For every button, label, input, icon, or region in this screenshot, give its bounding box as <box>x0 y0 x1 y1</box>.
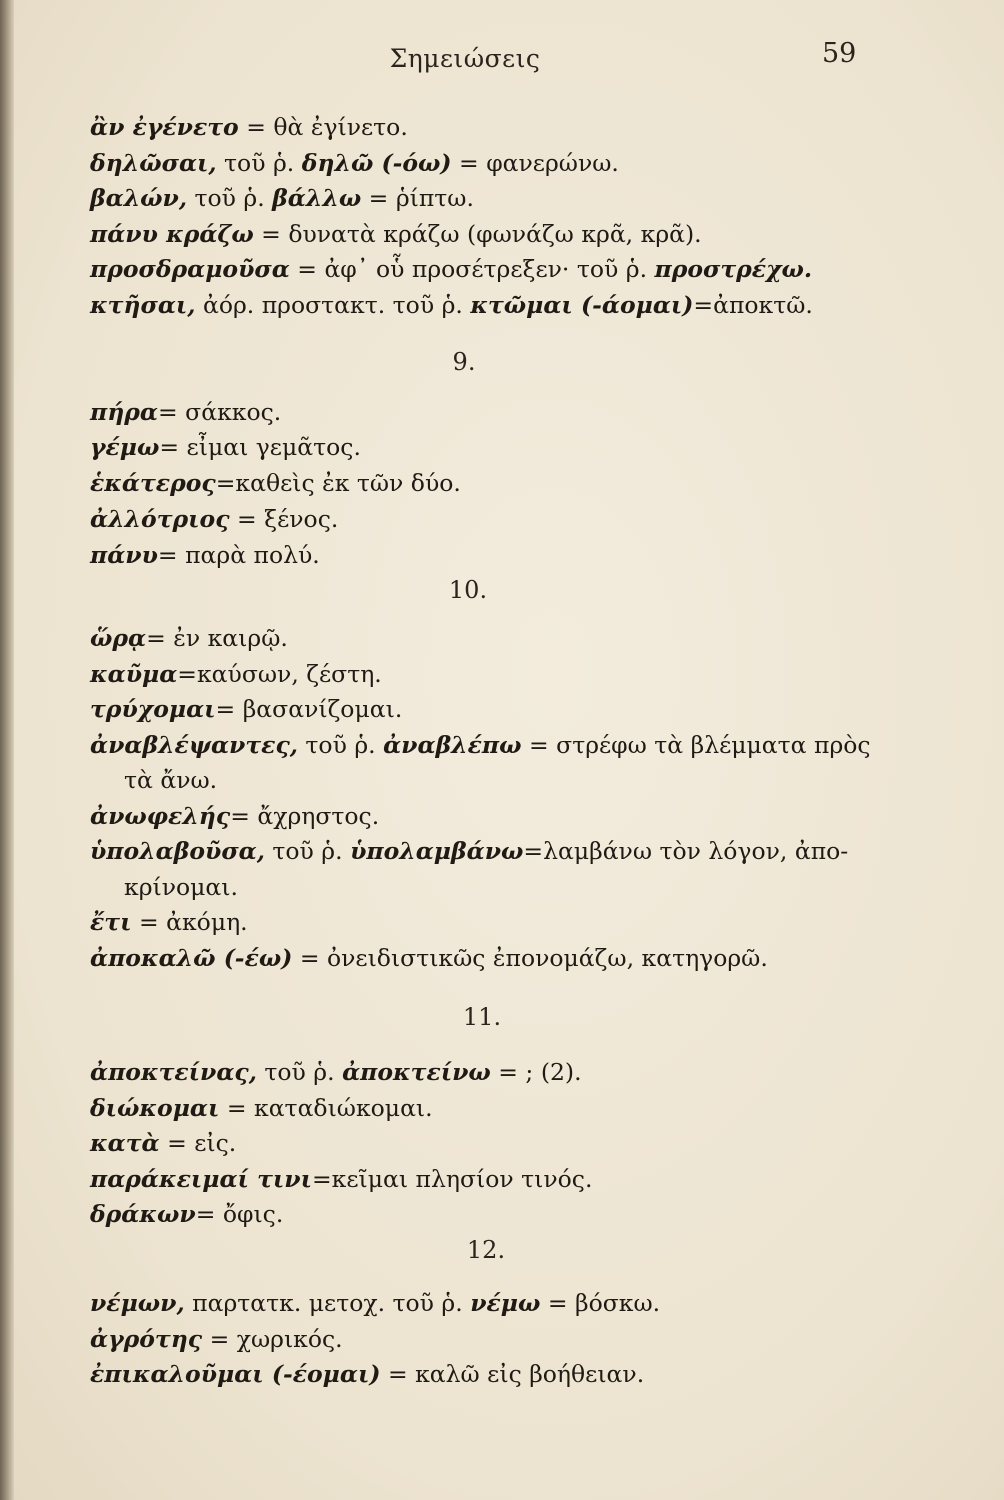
note-line: ἑκάτερος=καθεὶς ἐκ τῶν δύο. <box>90 469 461 497</box>
note-line: καῦμα=καύσων, ζέστη. <box>90 660 382 688</box>
section-number: 12. <box>466 1236 506 1264</box>
running-title: Σημειώσεις <box>389 44 541 73</box>
note-line: κτῆσαι, ἀόρ. προστακτ. τοῦ ῥ. κτῶμαι (-άομαι)=ἀποκτῶ. <box>90 291 813 319</box>
note-line: ἀναβλέψαντες, τοῦ ῥ. ἀναβλέπω = στρέφω τὰ βλέμματα πρὸς <box>90 731 871 759</box>
note-line: ἀποκτείνας, τοῦ ῥ. ἀποκτείνω = ; (2). <box>90 1058 582 1086</box>
note-line: βαλών, τοῦ ῥ. βάλλω = ῥίπτω. <box>90 184 474 212</box>
page-number: 59 <box>822 38 857 69</box>
note-line: πάνυ κράζω = δυνατὰ κράζω (φωνάζω κρᾶ, κρᾶ). <box>90 220 702 248</box>
note-line: νέμων, παρτατκ. μετοχ. τοῦ ῥ. νέμω = βόσκω. <box>90 1289 661 1317</box>
note-line: πήρα= σάκκος. <box>90 398 282 426</box>
note-line: παράκειμαί τινι=κεῖμαι πλησίον τινός. <box>90 1165 593 1193</box>
note-line: γέμω= εἶμαι γεμᾶτος. <box>90 433 361 461</box>
note-line: ὑπολαβοῦσα, τοῦ ῥ. ὑπολαμβάνω=λαμβάνω τὸν λόγον, ἀπο- <box>90 837 849 865</box>
note-line: προσδραμοῦσα = ἀφ᾽ οὗ προσέτρεξεν· τοῦ ῥ. προστρέχω. <box>90 255 813 283</box>
note-line: τρύχομαι= βασανίζομαι. <box>90 695 403 723</box>
note-line: δηλῶσαι, τοῦ ῥ. δηλῶ (-όω) = φανερώνω. <box>90 149 619 177</box>
section-number: 10. <box>448 576 488 604</box>
note-line: ἀποκαλῶ (-έω) = ὀνειδιστικῶς ἐπονομάζω, κατηγορῶ. <box>90 944 768 972</box>
note-line: ἀγρότης = χωρικός. <box>90 1325 343 1353</box>
note-line: ἀνωφελής= ἄχρηστος. <box>90 802 380 830</box>
page-binding-edge <box>0 0 14 1500</box>
section-number: 9. <box>452 348 476 376</box>
note-line-continuation: κρίνομαι. <box>124 873 238 901</box>
note-line: ἔτι = ἀκόμη. <box>90 908 248 936</box>
note-line: ἂν ἐγένετο = θὰ ἐγίνετο. <box>90 113 408 141</box>
note-line: πάνυ= παρὰ πολύ. <box>90 541 320 569</box>
note-line: διώκομαι = καταδιώκομαι. <box>90 1094 433 1122</box>
page-header <box>0 38 1004 78</box>
note-line: ὥρᾳ= ἐν καιρῷ. <box>90 624 288 652</box>
section-number: 11. <box>462 1003 502 1031</box>
note-line: κατὰ = εἰς. <box>90 1129 237 1157</box>
note-line: δράκων= ὄφις. <box>90 1200 284 1228</box>
note-line: ἀλλότριος = ξένος. <box>90 505 339 533</box>
note-line: ἐπικαλοῦμαι (-έομαι) = καλῶ εἰς βοήθειαν. <box>90 1360 645 1388</box>
note-line-continuation: τὰ ἄνω. <box>124 766 218 794</box>
